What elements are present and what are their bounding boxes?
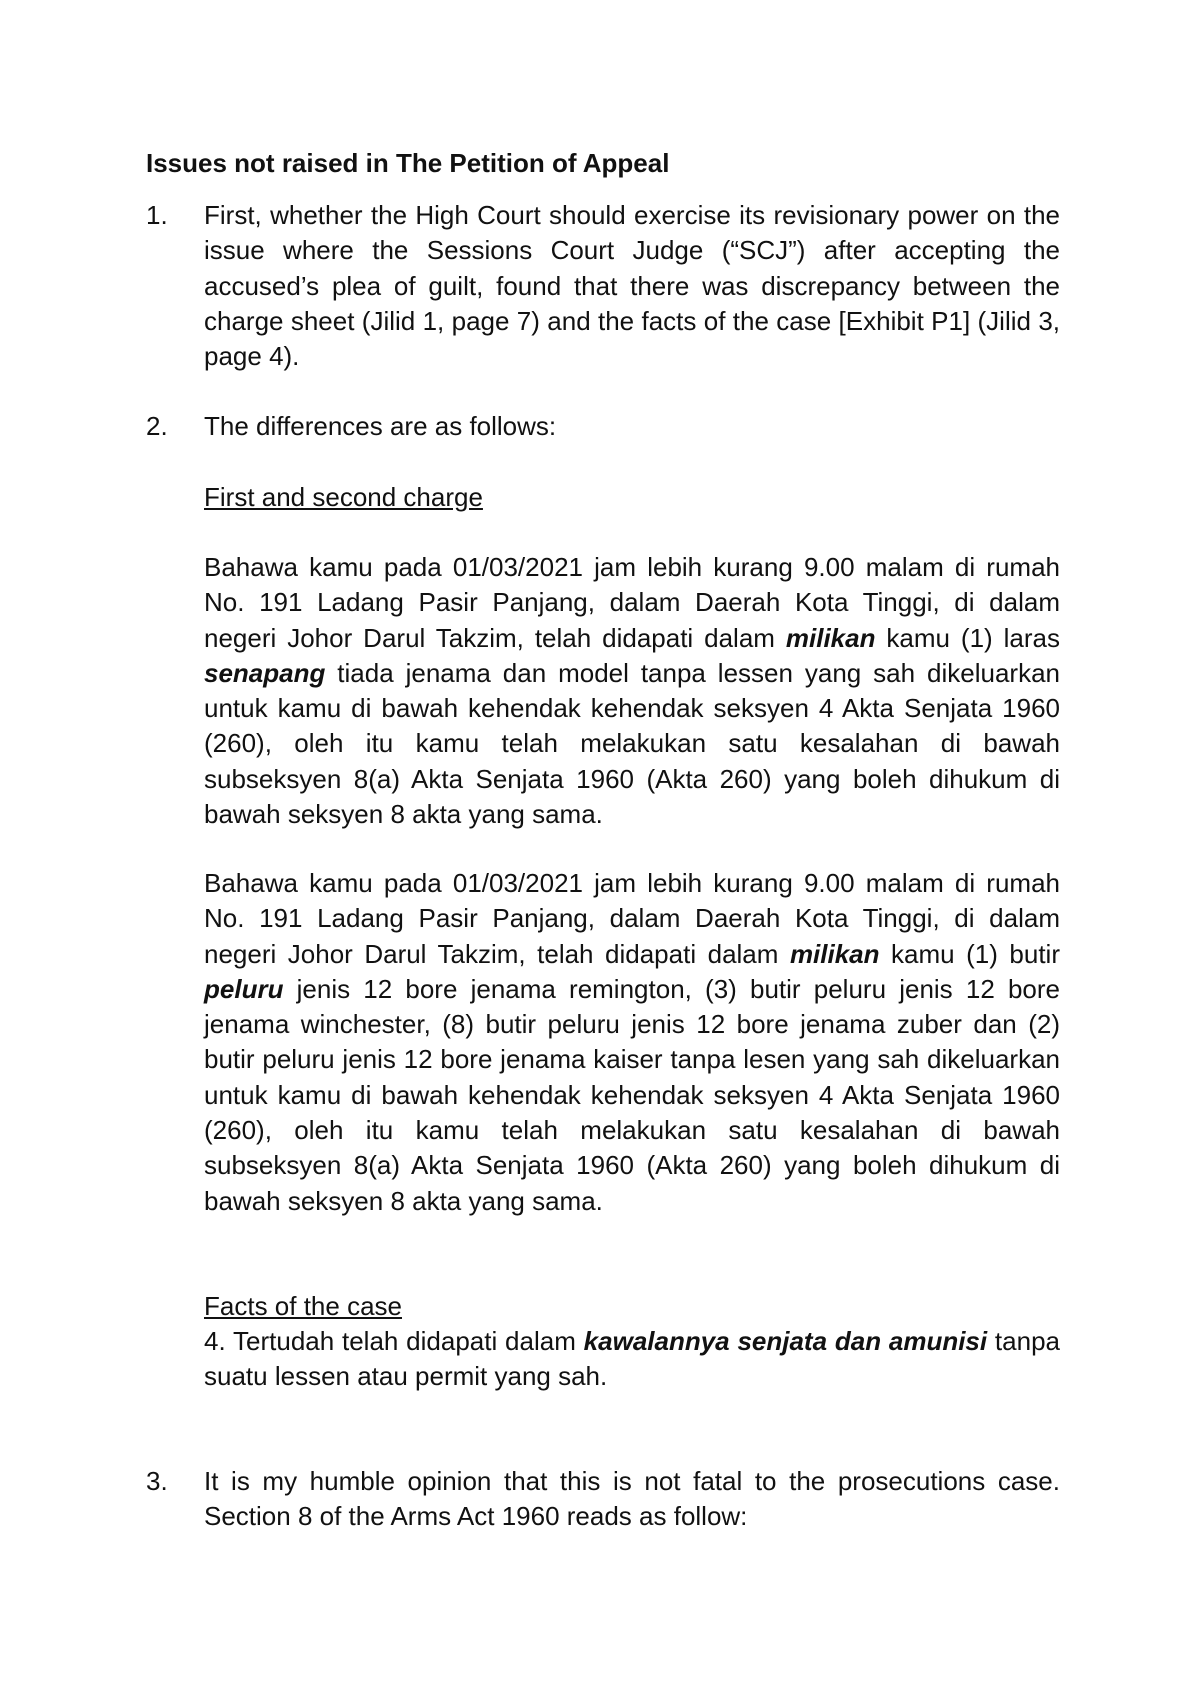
- facts-text-part-2: tanpa suatu lessen atau permit yang sah.: [204, 1326, 1060, 1392]
- list-item-1: [146, 198, 1060, 374]
- charges-subheading: First and second charge: [204, 482, 483, 512]
- list-item-2: [146, 409, 1060, 444]
- list-item-1-number: 1.: [146, 200, 168, 230]
- charge-2-text-part-2: kamu (1) butir: [879, 938, 1060, 969]
- charge-1-text-part-1: Bahawa kamu pada 01/03/2021 jam lebih kurang 9.00 malam di rumah No. 191 Ladang Pasir Panjang, dalam Daerah Kota Tinggi, di dalam negeri Johor Darul Takzim, telah didapati dalam: [204, 552, 1060, 653]
- charge-2-emphasis-milikan: milikan: [789, 938, 880, 969]
- facts-text: [204, 1324, 1060, 1395]
- charge-2-text-part-1: Bahawa kamu pada 01/03/2021 jam lebih kurang 9.00 malam di rumah No. 191 Ladang Pasir Panjang, dalam Daerah Kota Tinggi, di dalam negeri Johor Darul Takzim, telah didapati dalam: [204, 868, 1060, 969]
- first-charge-text: [204, 550, 1060, 832]
- charge-1-emphasis-senapang: senapang: [204, 657, 326, 688]
- charge-1-emphasis-milikan: milikan: [785, 622, 876, 653]
- charge-1-text-part-3: tiada jenama dan model tanpa lessen yang sah dikeluarkan untuk kamu di bawah kehendak kehendak seksyen 4 Akta Senjata 1960 (260), oleh itu kamu telah melakukan satu kesalahan di bawah subseksyen 8(a) Akta Senjata 1960 (Akta 260) yang boleh dihukum di bawah seksyen 8 akta yang sama.: [204, 657, 1060, 830]
- facts-subheading: Facts of the case: [204, 1291, 402, 1321]
- list-item-2-number: 2.: [146, 411, 168, 441]
- list-item-2-text: The differences are as follows:: [204, 411, 557, 441]
- list-item-3-number: 3.: [146, 1466, 168, 1496]
- list-item-3: [146, 1464, 1060, 1535]
- facts-text-part-1: 4. Tertudah telah didapati dalam: [204, 1326, 584, 1356]
- charge-1-text-part-2: kamu (1) laras: [875, 622, 1060, 653]
- facts-emphasis: kawalannya senjata dan amunisi: [583, 1326, 988, 1356]
- charge-2-emphasis-peluru: peluru: [204, 973, 284, 1004]
- document-heading: Issues not raised in The Petition of Appeal: [146, 148, 670, 178]
- second-charge-text: [204, 866, 1060, 1219]
- list-item-3-text: It is my humble opinion that this is not fatal to the prosecutions case. Section 8 of the Arms Act 1960 reads as follow:: [204, 1466, 1060, 1532]
- list-item-1-text: First, whether the High Court should exercise its revisionary power on the issue where the Sessions Court Judge (“SCJ”) after accepting the accused’s plea of guilt, found that there was discrepancy between the charge sheet (Jilid 1, page 7) and the facts of the case [Exhibit P1] (Jilid 3, page 4).: [204, 200, 1060, 372]
- charge-2-text-part-3: jenis 12 bore jenama remington, (3) butir peluru jenis 12 bore jenama winchester, (8) butir peluru jenis 12 bore jenama zuber dan (2) butir peluru jenis 12 bore jenama kaiser tanpa lesen yang sah dikeluarkan untuk kamu di bawah kehendak kehendak seksyen 4 Akta Senjata 1960 (260), oleh itu kamu telah melakukan satu kesalahan di bawah subseksyen 8(a) Akta Senjata 1960 (Akta 260) yang boleh dihukum di bawah seksyen 8 akta yang sama.: [204, 973, 1060, 1216]
